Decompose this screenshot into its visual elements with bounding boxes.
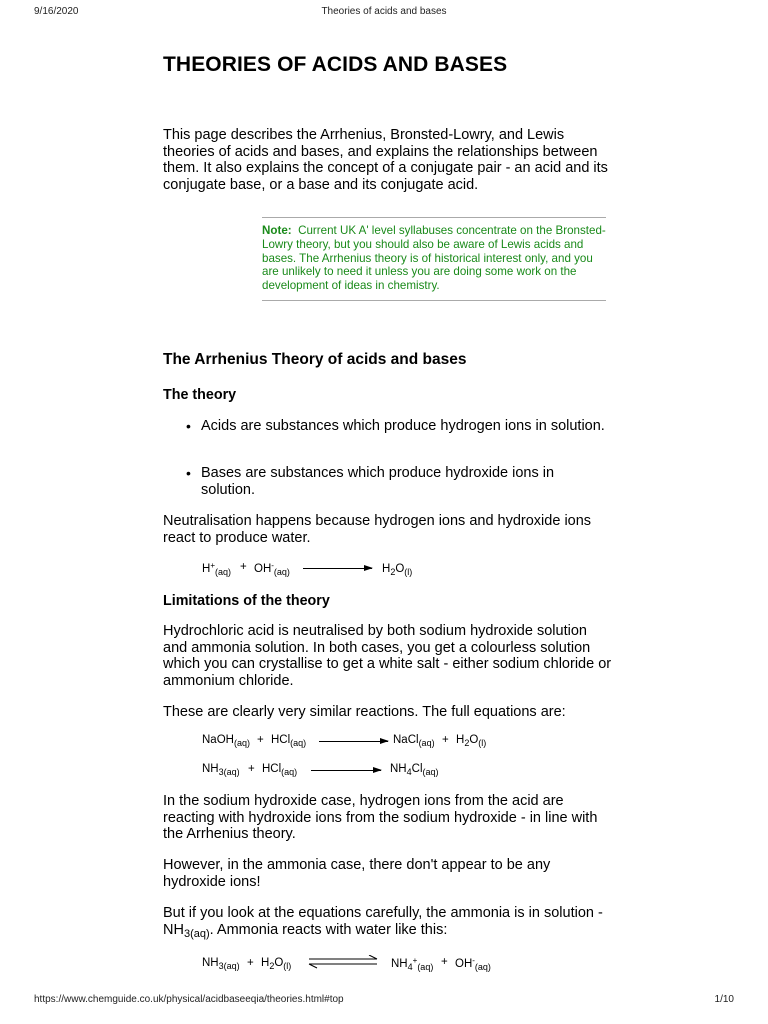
eq3-hcl: HCl$_{(aq)}$ [262,763,298,777]
eq1-water: $H_2O_{(l)}$ [382,563,413,577]
carefully-paragraph: But if you look at the equations carefully, the ammonia is in solution - $NH_{3(aq)}$. Ammonia reacts with water like this: [163,905,603,940]
eq1-hydrogen-ion: $H^+_{(aq)}$ [202,561,231,577]
eq4-ammonium-ion: $NH_4^+_{(aq)}$ [391,956,434,972]
eq2-water: $H_2O_{(l)}$ [456,734,487,748]
eq3-ammonium-chloride: $NH_4Cl_{(aq)}$ [390,763,439,777]
note-box [262,217,606,301]
eq3-arrow [311,770,381,771]
eq4-water: $H_2O_{(l)}$ [261,957,292,971]
section-heading-arrhenius: The Arrhenius Theory of acids and bases [163,351,467,368]
sodium-hydroxide-paragraph: In the sodium hydroxide case, hydrogen ions from the acid are reacting with hydroxide ions from the sodium hydroxide - in line with the Arrhenius theory. [163,793,598,843]
print-url: https://www.chemguide.co.uk/physical/acidbaseeqia/theories.html#top [34,994,344,1005]
eq1-arrow [303,568,372,569]
eq2-plus-2: + [442,734,449,746]
eq3-plus: + [248,763,255,775]
eq2-plus-1: + [257,734,264,746]
eq2-arrow [319,741,388,742]
eq4-plus-1: + [247,957,254,969]
intro-paragraph: This page describes the Arrhenius, Bronsted-Lowry, and Lewis theories of acids and bases, and explains the relationships between them. It also explains the concept of a conjugate pair - an acid and its conjugate base, or a base and its conjugate acid. [163,127,608,193]
eq2-hcl: HCl$_{(aq)}$ [271,734,307,748]
eq4-equilibrium-arrow [307,955,379,969]
page-title: THEORIES OF ACIDS AND BASES [163,53,508,76]
bullet-bases: • Bases are substances which produce hydroxide ions in solution. [201,465,611,498]
eq1-plus: + [240,561,247,573]
eq4-hydroxide-ion: $OH^-_{(aq)}$ [455,956,491,972]
note-label: Note: [262,224,292,237]
subheading-theory: The theory [163,387,237,403]
eq2-naoh: NaOH$_{(aq)}$ [202,734,250,748]
ammonia-paragraph: However, in the ammonia case, there don't appear to be any hydroxide ions! [163,857,551,890]
eq3-ammonia: $NH_{3(aq)}$ [202,763,240,777]
note-text: Current UK A' level syllabuses concentrate on the Bronsted-Lowry theory, but you should also be aware of Lewis acids and bases. The Arrhenius theory is of historical interest only, and you are unlikely to need it unless you are doing some work on the development of ideas in chemistry. [262,224,606,293]
print-page-number: 1/10 [714,994,734,1005]
similar-reactions-paragraph: These are clearly very similar reactions. The full equations are: [163,704,566,720]
eq4-plus-2: + [441,956,448,968]
subheading-limitations: Limitations of the theory [163,593,330,609]
eq4-ammonia: $NH_{3(aq)}$ [202,957,240,971]
print-date: 9/16/2020 [34,6,79,17]
eq1-hydroxide-ion: $OH^-_{(aq)}$ [254,561,290,577]
bullet-acids: • Acids are substances which produce hydrogen ions in solution. [201,418,611,435]
hcl-paragraph: Hydrochloric acid is neutralised by both sodium hydroxide solution and ammonia solution. In both cases, you get a colourless solution which you can crystallise to get a white salt - either sodium chloride or ammonium chloride. [163,623,612,689]
print-page-title: Theories of acids and bases [321,6,447,17]
eq2-nacl: NaCl$_{(aq)}$ [393,734,435,748]
neutralisation-paragraph: Neutralisation happens because hydrogen ions and hydroxide ions react to produce water. [163,513,592,546]
